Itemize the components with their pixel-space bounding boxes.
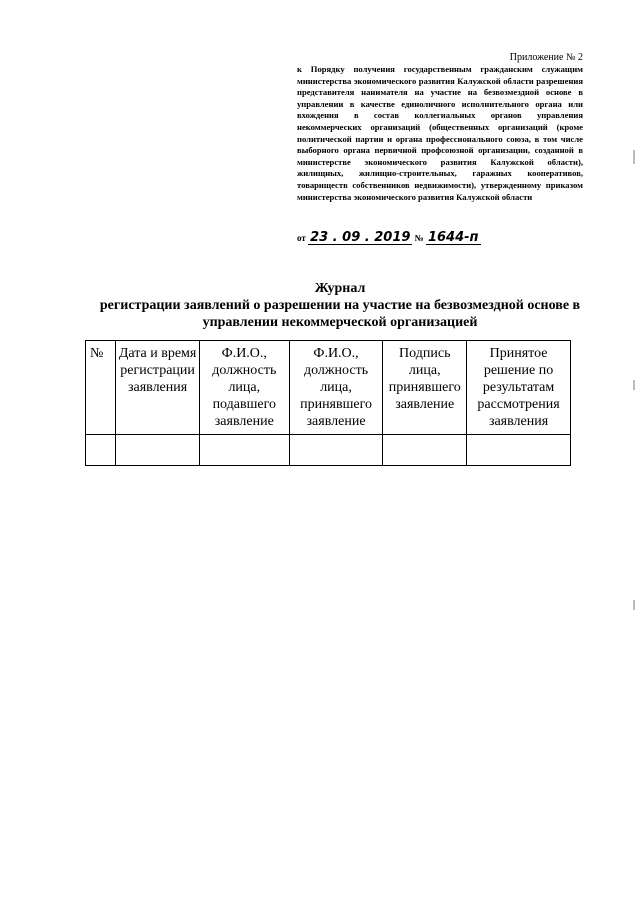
appendix-body: к Порядку получения государственным гражданским служащим министерства экономического развития Калужской области разрешения представителя нанимателя на участие на безвозмездной основе в управлении в качестве единоличного исполнительного органа или вхождения в состав коллегиальных органов управления некоммерческих организаций (общественных организаций (кроме политической партии и органа профессионального союза, в том числе выборного органа первичной профсоюзной организации, созданной в министерстве экономического развития Калужской области), жилищных, жилищно-строительных, гаражных кооперативов, товариществ собственников недвижимости), утвержденному приказом министерства экономического развития Калужской области — [297, 64, 583, 202]
date-prefix: от — [297, 233, 306, 243]
journal-table — [85, 340, 571, 466]
table-cell — [383, 435, 467, 466]
table-header-row — [86, 341, 571, 435]
table-cell — [467, 435, 571, 466]
journal-subtitle-line2: управлении некоммерческой организацией — [202, 315, 478, 330]
journal-subtitle-line1: регистрации заявлений о разрешении на участие на безвозмездной основе в — [99, 298, 581, 313]
header-date: Дата и время регистрации заявления — [116, 341, 200, 435]
header-number: № — [86, 341, 116, 435]
order-reference — [297, 232, 497, 245]
scan-edge-mark — [633, 150, 635, 164]
header-receiver: Ф.И.О., должность лица, принявшего заявление — [289, 341, 383, 435]
table-row — [86, 435, 571, 466]
number-prefix: № — [414, 233, 424, 243]
table-cell — [289, 435, 383, 466]
scan-edge-mark — [633, 600, 635, 610]
appendix-block — [297, 52, 583, 203]
header-decision: Принятое решение по результатам рассмотрения заявления — [467, 341, 571, 435]
order-number: 1644-п — [427, 230, 479, 245]
journal-heading — [40, 280, 639, 331]
order-date: 23 . 09 . 2019 — [310, 230, 411, 245]
appendix-title: Приложение № 2 — [509, 52, 583, 63]
header-signature: Подпись лица, принявшего заявление — [383, 341, 467, 435]
table-cell — [116, 435, 200, 466]
journal-title: Журнал — [314, 281, 366, 296]
header-submitter: Ф.И.О., должность лица, подавшего заявление — [199, 341, 289, 435]
table-cell — [86, 435, 116, 466]
scan-edge-mark — [633, 380, 635, 390]
table-cell — [199, 435, 289, 466]
